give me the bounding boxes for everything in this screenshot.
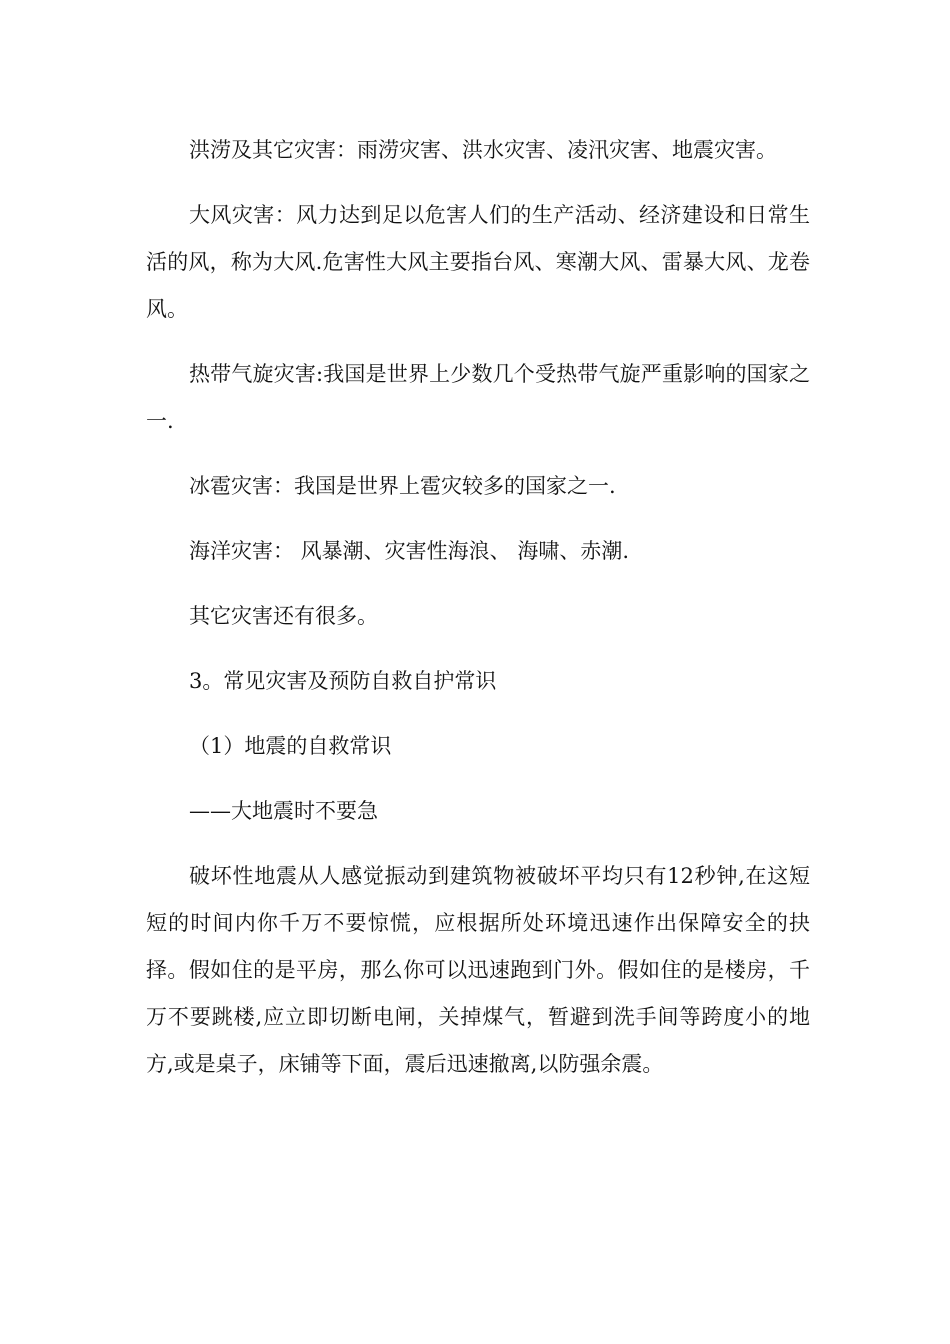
paragraph-flood-disasters: 洪涝及其它灾害：雨涝灾害、洪水灾害、凌汛灾害、地震灾害。 <box>189 138 777 162</box>
subheading-dont-panic: ——大地震时不要急 <box>189 799 378 823</box>
paragraph-other-disasters: 其它灾害还有很多。 <box>189 604 378 628</box>
paragraph-tropical-cyclone: 热带气旋灾害:我国是世界上少数几个受热带气旋严重影响的国家之一. <box>146 362 810 433</box>
document-body <box>146 127 810 1106</box>
paragraph-hail: 冰雹灾害：我国是世界上雹灾较多的国家之一. <box>189 474 616 498</box>
paragraph-ocean-disasters: 海洋灾害： 风暴潮、灾害性海浪、 海啸、赤潮. <box>189 539 630 563</box>
section-heading-common-disasters: 3。常见灾害及预防自救自护常识 <box>189 669 497 693</box>
subsection-heading-earthquake: （1）地震的自救常识 <box>189 734 392 758</box>
paragraph-wind-disasters: 大风灾害：风力达到足以危害人们的生产活动、经济建设和日常生活的风，称为大风.危害性大风主要指台风、寒潮大风、雷暴大风、龙卷风。 <box>146 203 810 321</box>
paragraph-earthquake-advice: 破坏性地震从人感觉振动到建筑物被破坏平均只有12秒钟,在这短短的时间内你千万不要惊慌，应根据所处环境迅速作出保障安全的抉择。假如住的是平房，那么你可以迅速跑到门外。假如住的是楼房，千万不要跳楼,应立即切断电闸，关掉煤气，暂避到洗手间等跨度小的地方,或是桌子，床铺等下面，震后迅速撤离,以防强余震。 <box>146 864 810 1076</box>
